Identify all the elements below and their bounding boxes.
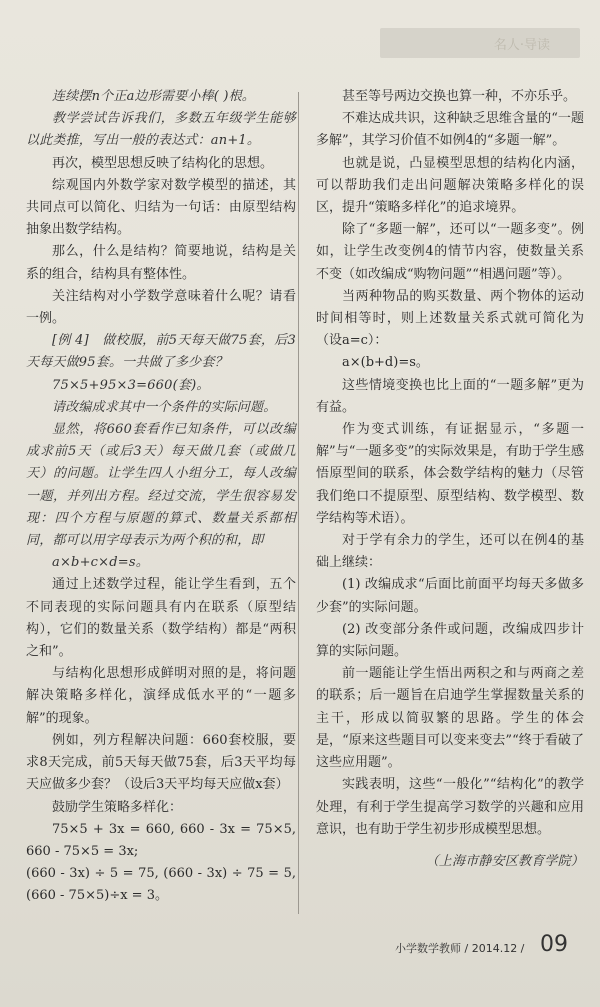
- left-paragraph: 综观国内外数学家对数学模型的描述，其共同点可以简化、归结为一句话：由原型结构抽象出数学结构。: [26, 177, 296, 238]
- left-paragraph: 例如，列方程解决问题：660套校服，要求8天完成，前5天每天做75套，后3天平均每天应做多少套？（设后3天平均每天应做x套）: [26, 732, 296, 793]
- right-paragraph: 甚至等号两边交换也算一种，不亦乐乎。: [342, 89, 577, 104]
- equation: 75×5+95×3=660(套)。: [52, 377, 210, 393]
- left-paragraph: 关注结构对小学数学意味着什么呢？请看一例。: [26, 288, 296, 327]
- left-paragraph: 那么，什么是结构？简要地说，结构是关系的组合，结构具有整体性。: [26, 244, 296, 282]
- left-paragraph: 请改编成求其中一个条件的实际问题。: [52, 399, 277, 415]
- right-paragraph: 当两种物品的购买数量、两个物体的运动时间相等时，则上述数量关系式就可简化为（设a=c）：: [316, 288, 584, 349]
- left-paragraph: 连续摆n个正a边形需要小棒( )根。: [52, 89, 255, 104]
- left-column: [26, 86, 296, 908]
- equation: a×b+c×d=s。: [52, 555, 149, 571]
- left-paragraph: 通过上述数学过程，能让学生看到，五个不同表现的实际问题具有内在联系（原型结构），它们的数量关系（数学结构）都是“两积之和”。: [26, 577, 296, 660]
- left-paragraph: 与结构化思想形成鲜明对照的是，将问题解决策略多样化，演绎成低水平的“一题多解”的现象。: [26, 666, 296, 726]
- right-paragraph: 除了“多题一解”，还可以“一题多变”。例如，让学生改变例4的情节内容，使数量关系不变（如改编成“购物问题”“相遇问题”等）。: [316, 222, 584, 282]
- right-paragraph: 也就是说，凸显模型思想的结构化内涵，可以帮助我们走出问题解决策略多样化的误区，提升“策略多样化”的追求境界。: [316, 155, 584, 216]
- right-paragraph: 实践表明，这些“一般化”“结构化”的教学处理，有利于学生提高学习数学的兴趣和应用意识，也有助于学生初步形成模型思想。: [316, 777, 584, 837]
- right-column: [316, 86, 584, 873]
- example-4-title: [例 4] 做校服，前5天每天做75套，后3天每天做95套。一共做了多少套？: [26, 333, 296, 371]
- left-paragraph: 再次，模型思想反映了结构化的思想。: [52, 155, 274, 171]
- column-divider: [298, 92, 299, 914]
- right-paragraph: 这些情境变换也比上面的“一题多解”更为有益。: [316, 377, 584, 415]
- right-paragraph: 对于学有余力的学生，还可以在例4的基础上继续：: [316, 533, 584, 571]
- right-paragraph: (2) 改变部分条件或问题，改编成四步计算的实际问题。: [316, 621, 584, 660]
- page-number: 09: [540, 932, 568, 957]
- section-header-text: 名人·导读: [493, 38, 550, 53]
- right-paragraph: 作为变式训练，有证据显示，“多题一解”与“一题多变”的实际效果是，有助于学生感悟原型间的联系，体会数学结构的魅力（尽管我们绝口不提原型、原型结构、数学模型、数学结构等术语）。: [316, 422, 584, 526]
- right-paragraph: 前一题能让学生悟出两积之和与两商之差的联系；后一题旨在启迪学生掌握数量关系的主干，形成以简驭繁的思路。学生的体会是，“原来这些题目可以变来变去”“终于看破了这些应用题”。: [316, 666, 584, 771]
- section-header-tab: [380, 28, 580, 58]
- equation: (660 - 3x) ÷ 5 = 75, (660 - 3x) ÷ 75 = 5, (660 - 75×5)÷x = 3。: [26, 866, 296, 904]
- left-paragraph: 显然，将660套看作已知条件，可以改编成求前5天（或后3天）每天做几套（或做几天）的问题。让学生四人小组分工，每人改编一题，并列出方程。经过交流，学生很容易发现：四个方程与原题的算式、数量关系都相同，都可以用字母表示为两个积的和，即: [26, 422, 296, 549]
- left-paragraph: 鼓励学生策略多样化：: [52, 799, 183, 815]
- left-paragraph: 教学尝试告诉我们，多数五年级学生能够以此类推，写出一般的表达式：an+1。: [26, 111, 296, 149]
- author-affiliation: （上海市静安区教育学院）: [425, 853, 584, 869]
- equation: a×(b+d)=s。: [342, 355, 429, 371]
- right-paragraph: 不难达成共识，这种缺乏思维含量的“一题多解”，其学习价值不如例4的“多题一解”。: [316, 111, 584, 149]
- right-paragraph: (1) 改编成求“后面比前面平均每天多做多少套”的实际问题。: [316, 577, 584, 615]
- journal-footer: 小学数学教师 / 2014.12 /: [395, 942, 525, 955]
- equation: 75×5 + 3x = 660, 660 - 3x = 75×5, 660 - 75×5 = 3x;: [26, 821, 296, 859]
